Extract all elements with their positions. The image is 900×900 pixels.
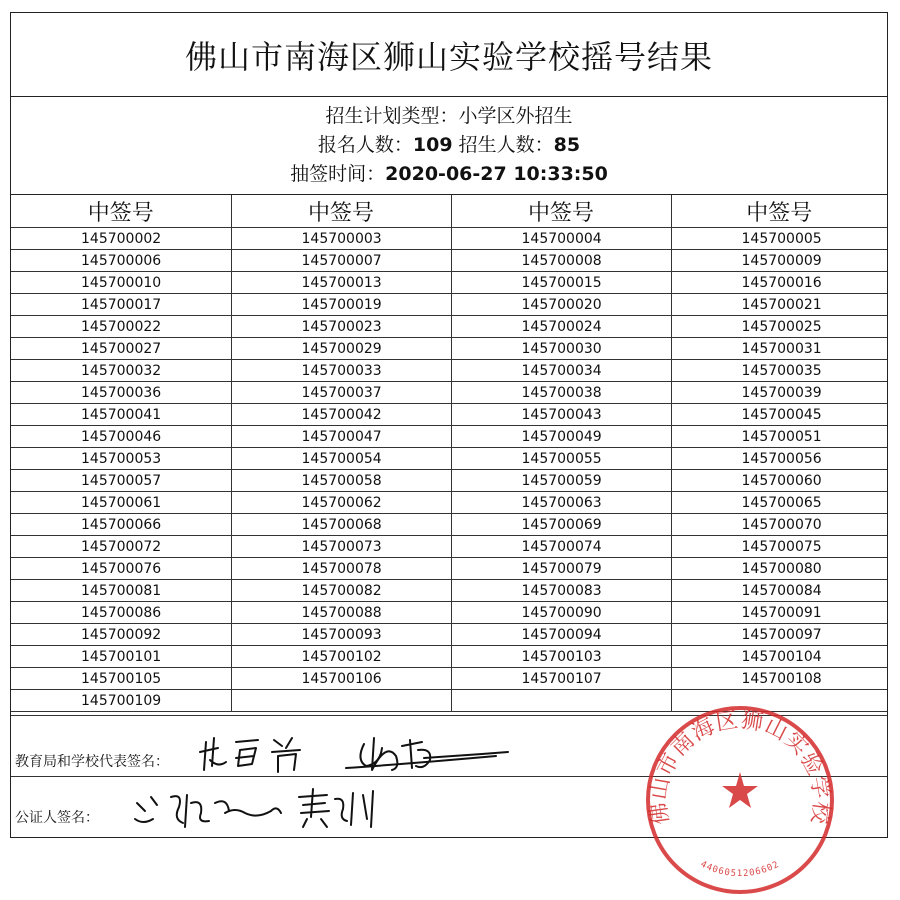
- column-header: 中签号: [231, 195, 451, 228]
- winning-number-cell: 145700097: [671, 624, 887, 646]
- officials-signature-label: 教育局和学校代表签名：: [15, 754, 169, 770]
- winning-number-cell: 145700101: [11, 646, 231, 668]
- winning-number-cell: [451, 690, 671, 712]
- winning-number-cell: 145700080: [671, 558, 887, 580]
- table-row: [11, 602, 887, 624]
- winning-number-cell: 145700104: [671, 646, 887, 668]
- winning-number-cell: 145700103: [451, 646, 671, 668]
- winning-number-cell: 145700055: [451, 448, 671, 470]
- winning-number-cell: 145700084: [671, 580, 887, 602]
- winning-number-cell: 145700004: [451, 228, 671, 250]
- winning-number-cell: 145700068: [231, 514, 451, 536]
- winning-number-cell: 145700019: [231, 294, 451, 316]
- page-title: 佛山市南海区狮山实验学校摇号结果: [11, 13, 887, 97]
- winning-number-cell: 145700061: [11, 492, 231, 514]
- winning-number-cell: 145700102: [231, 646, 451, 668]
- winning-number-cell: 145700037: [231, 382, 451, 404]
- winning-number-cell: 145700043: [451, 404, 671, 426]
- table-row: [11, 558, 887, 580]
- winning-number-cell: 145700041: [11, 404, 231, 426]
- table-row: [11, 338, 887, 360]
- winning-number-cell: 145700036: [11, 382, 231, 404]
- table-row: [11, 250, 887, 272]
- winning-number-cell: 145700109: [11, 690, 231, 712]
- winning-number-cell: 145700049: [451, 426, 671, 448]
- winning-number-cell: 145700042: [231, 404, 451, 426]
- winning-number-cell: 145700105: [11, 668, 231, 690]
- winning-number-cell: 145700046: [11, 426, 231, 448]
- winning-number-cell: 145700094: [451, 624, 671, 646]
- svg-text:4406051206602: [699, 860, 782, 880]
- winning-number-cell: 145700108: [671, 668, 887, 690]
- table-body: [11, 228, 887, 712]
- winning-number-cell: 145700008: [451, 250, 671, 272]
- winning-number-cell: 145700057: [11, 470, 231, 492]
- winning-number-cell: 145700022: [11, 316, 231, 338]
- winning-number-cell: 145700072: [11, 536, 231, 558]
- winning-number-cell: 145700033: [231, 360, 451, 382]
- winning-number-cell: 145700070: [671, 514, 887, 536]
- winning-number-cell: 145700002: [11, 228, 231, 250]
- winning-number-cell: 145700015: [451, 272, 671, 294]
- winning-number-cell: 145700074: [451, 536, 671, 558]
- table-row: [11, 668, 887, 690]
- table-row: [11, 580, 887, 602]
- draw-time-line: [290, 160, 608, 189]
- winning-number-cell: 145700027: [11, 338, 231, 360]
- winning-number-cell: 145700065: [671, 492, 887, 514]
- table-row: [11, 272, 887, 294]
- table-row: [11, 470, 887, 492]
- draw-time-value: 2020-06-27 10:33:50: [385, 163, 608, 185]
- table-header-row: [11, 195, 887, 228]
- table-row: [11, 426, 887, 448]
- winning-number-cell: 145700088: [231, 602, 451, 624]
- seal-code: 4406051206602: [698, 859, 782, 880]
- winning-number-cell: 145700045: [671, 404, 887, 426]
- column-header: 中签号: [671, 195, 887, 228]
- winning-number-cell: 145700086: [11, 602, 231, 624]
- seal-star-icon: [722, 772, 758, 808]
- table-row: [11, 646, 887, 668]
- table-row: [11, 492, 887, 514]
- column-header: 中签号: [451, 195, 671, 228]
- winning-number-cell: 145700023: [231, 316, 451, 338]
- table-row: [11, 624, 887, 646]
- plan-type-label: 招生计划类型：: [325, 105, 459, 127]
- winning-number-cell: 145700013: [231, 272, 451, 294]
- winning-number-cell: 145700020: [451, 294, 671, 316]
- draw-info: [11, 97, 887, 195]
- svg-text:佛山市南海区狮山实验学校: [646, 708, 833, 826]
- winning-number-cell: 145700107: [451, 668, 671, 690]
- column-header: 中签号: [11, 195, 231, 228]
- winning-number-cell: 145700073: [231, 536, 451, 558]
- winning-number-cell: 145700025: [671, 316, 887, 338]
- table-row: [11, 228, 887, 250]
- winning-number-cell: 145700030: [451, 338, 671, 360]
- table-row: [11, 382, 887, 404]
- winning-number-cell: [231, 690, 451, 712]
- table-row: [11, 536, 887, 558]
- winning-number-cell: 145700059: [451, 470, 671, 492]
- winning-number-cell: 145700053: [11, 448, 231, 470]
- winning-number-cell: 145700024: [451, 316, 671, 338]
- table-row: [11, 316, 887, 338]
- winning-number-cell: 145700021: [671, 294, 887, 316]
- school-seal-stamp: [640, 700, 840, 900]
- winning-number-cell: 145700009: [671, 250, 887, 272]
- winning-number-cell: 145700051: [671, 426, 887, 448]
- winning-number-cell: 145700060: [671, 470, 887, 492]
- winning-number-cell: 145700035: [671, 360, 887, 382]
- winning-number-cell: 145700010: [11, 272, 231, 294]
- winning-number-cell: 145700079: [451, 558, 671, 580]
- winning-number-cell: 145700083: [451, 580, 671, 602]
- winning-number-cell: 145700039: [671, 382, 887, 404]
- winning-number-cell: 145700031: [671, 338, 887, 360]
- winning-numbers-table: [11, 195, 887, 712]
- plan-type-value: 小学区外招生: [458, 105, 573, 127]
- applicants-label: 报名人数：: [317, 134, 413, 156]
- admitted-value: 85: [553, 134, 581, 156]
- winning-number-cell: 145700016: [671, 272, 887, 294]
- notary-signature-label: 公证人签名：: [15, 810, 99, 826]
- admitted-label: 招生人数：: [458, 134, 554, 156]
- plan-type-line: [325, 102, 572, 131]
- winning-number-cell: 145700047: [231, 426, 451, 448]
- winning-number-cell: 145700092: [11, 624, 231, 646]
- draw-time-label: 抽签时间：: [290, 163, 386, 185]
- winning-number-cell: 145700062: [231, 492, 451, 514]
- applicants-value: 109: [412, 134, 453, 156]
- winning-number-cell: 145700075: [671, 536, 887, 558]
- winning-number-cell: 145700058: [231, 470, 451, 492]
- winning-number-cell: 145700034: [451, 360, 671, 382]
- table-row: [11, 360, 887, 382]
- table-row: [11, 294, 887, 316]
- winning-number-cell: 145700029: [231, 338, 451, 360]
- winning-number-cell: 145700076: [11, 558, 231, 580]
- table-row: [11, 404, 887, 426]
- winning-number-cell: 145700003: [231, 228, 451, 250]
- winning-number-cell: 145700078: [231, 558, 451, 580]
- winning-number-cell: 145700056: [671, 448, 887, 470]
- officials-handwritten-signature: [196, 730, 516, 776]
- winning-number-cell: 145700007: [231, 250, 451, 272]
- table-row: [11, 448, 887, 470]
- winning-number-cell: 145700093: [231, 624, 451, 646]
- winning-number-cell: 145700106: [231, 668, 451, 690]
- seal-text: 佛山市南海区狮山实验学校: [646, 707, 834, 827]
- table-row: [11, 514, 887, 536]
- winning-number-cell: 145700091: [671, 602, 887, 624]
- winning-number-cell: 145700081: [11, 580, 231, 602]
- winning-number-cell: 145700063: [451, 492, 671, 514]
- winning-number-cell: 145700038: [451, 382, 671, 404]
- winning-number-cell: 145700032: [11, 360, 231, 382]
- winning-number-cell: 145700017: [11, 294, 231, 316]
- winning-number-cell: 145700090: [451, 602, 671, 624]
- winning-number-cell: 145700082: [231, 580, 451, 602]
- winning-number-cell: 145700005: [671, 228, 887, 250]
- notary-handwritten-signature: [131, 783, 431, 833]
- winning-number-cell: 145700006: [11, 250, 231, 272]
- winning-number-cell: 145700066: [11, 514, 231, 536]
- winning-number-cell: 145700054: [231, 448, 451, 470]
- winning-number-cell: 145700069: [451, 514, 671, 536]
- counts-line: [318, 131, 580, 160]
